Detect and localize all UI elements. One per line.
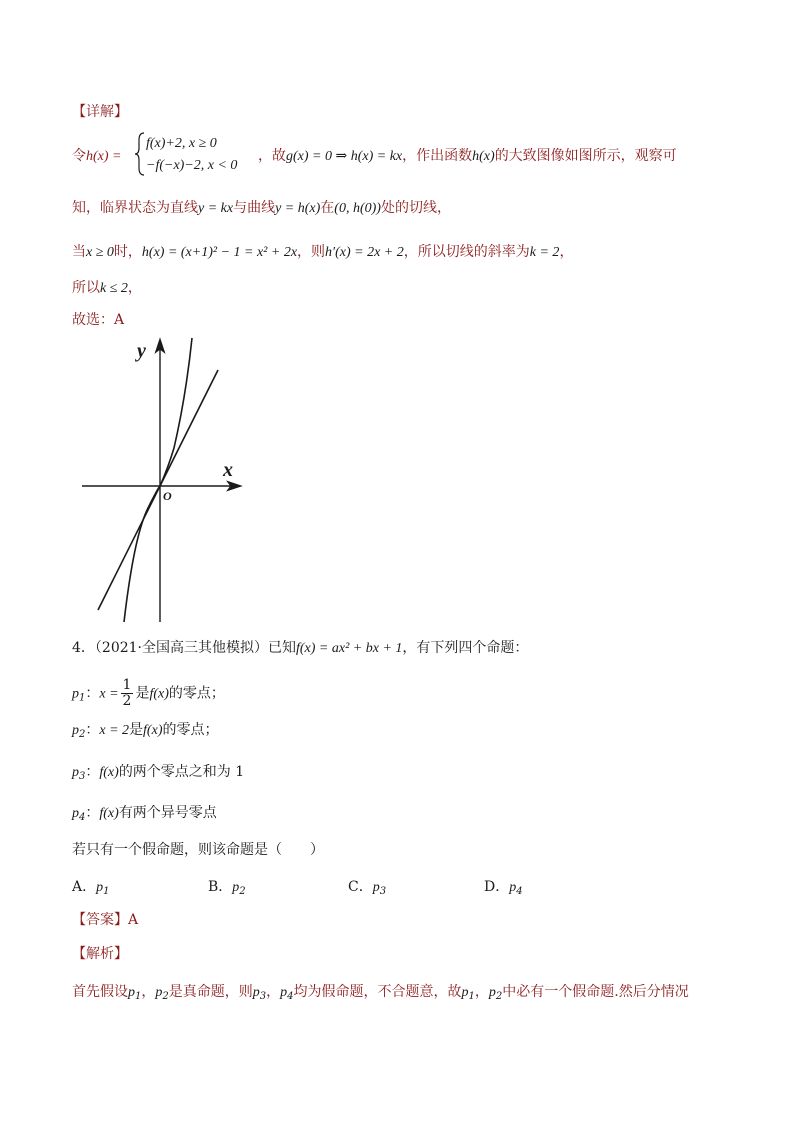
y-axis-label: y xyxy=(137,340,146,362)
solution-line-2: 知，临界状态为直线y = kx与曲线y = h(x)在(0, h(0))处的切线， xyxy=(72,200,451,216)
analysis-label: 【解析】 xyxy=(72,946,128,962)
fraction-one-half: $\frac{1}{2}$ xyxy=(122,677,132,709)
choice-b[interactable]: B．$p_2$ xyxy=(208,879,246,897)
origin-label: O xyxy=(163,489,172,503)
proposition-p1: $p_1$：x = $\frac{1}{2}$ 是f(x)的零点； xyxy=(72,677,225,709)
curve-h xyxy=(124,338,192,622)
piecewise-case-1: f(x)+2, x ≥ 0 xyxy=(146,136,217,151)
question-4-stem: 4．（2021·全国高三其他模拟）已知f(x) = ax² + bx + 1，有下列四个命题： xyxy=(72,640,529,656)
piecewise-case-2: −f(−x)−2, x < 0 xyxy=(146,158,238,173)
solution-line-3: 当x ≥ 0时，h(x) = (x+1)² − 1 = x² + 2x，则h′(x) = 2x + 2，所以切线的斜率为k = 2， xyxy=(72,244,574,260)
detail-label: 【详解】 xyxy=(72,104,128,120)
choice-a[interactable]: A．$p_1$ xyxy=(72,879,110,897)
solution-select: 故选：A xyxy=(72,312,125,328)
proposition-p3: $p_3$：f(x)的两个零点之和为 1 xyxy=(72,764,245,782)
function-graph xyxy=(80,336,250,626)
piecewise-brace xyxy=(134,132,146,176)
answer-label: 【答案】A xyxy=(72,912,139,928)
choice-d[interactable]: D．$p_4$ xyxy=(484,879,523,897)
x-axis-label: x xyxy=(223,459,233,481)
question-prompt: 若只有一个假命题，则该命题是（ ） xyxy=(72,842,324,858)
choice-c[interactable]: C．$p_3$ xyxy=(348,879,387,897)
solution-line-4: 所以k ≤ 2， xyxy=(72,280,142,296)
analysis-line-1: 首先假设$p_1$，$p_2$是真命题，则$p_3$，$p_4$均为假命题，不合题意，故$p_1$，$p_2$中必有一个假命题.然后分情况 xyxy=(72,984,689,1002)
solution-line-1-rest: ，故g(x) = 0 ⇒ h(x) = kx，作出函数h(x)的大致图像如图所示，观察可 xyxy=(258,148,677,164)
solution-line-1: 令h(x) = xyxy=(72,148,122,164)
proposition-p2: $p_2$：x = 2是f(x)的零点； xyxy=(72,722,219,740)
proposition-p4: $p_4$：f(x)有两个异号零点 xyxy=(72,805,217,823)
